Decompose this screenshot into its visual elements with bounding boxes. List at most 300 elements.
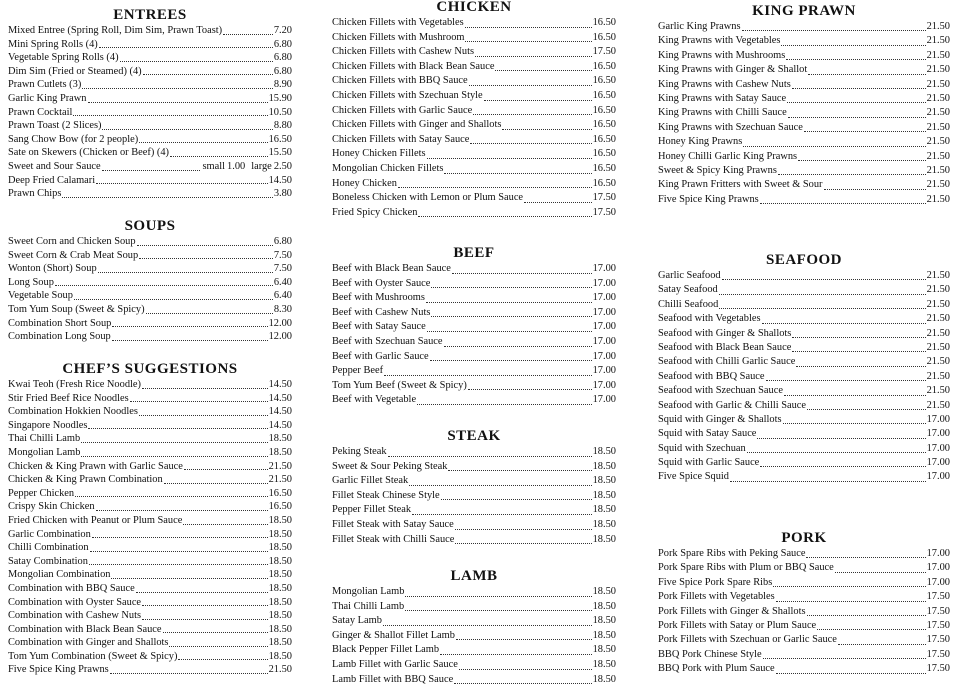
item-name: Satay Lamb — [332, 615, 382, 627]
beef-item — [332, 277, 616, 292]
entrees-item — [8, 146, 292, 160]
seafood-section — [658, 251, 950, 485]
item-price: 21.50 — [268, 474, 292, 486]
item-price: 6.80 — [273, 65, 292, 77]
dot-leader — [807, 615, 926, 616]
item-price: 14.50 — [268, 174, 292, 186]
item-name: Chicken & King Prawn with Garlic Sauce — [8, 460, 183, 472]
pork-item — [658, 633, 950, 647]
item-price: 18.50 — [592, 644, 616, 656]
item-price: 17.00 — [926, 442, 950, 454]
dot-leader — [804, 131, 926, 132]
chicken-item — [332, 118, 616, 133]
dot-leader — [75, 496, 268, 497]
item-name: Wonton (Short) Soup — [8, 263, 97, 275]
king-prawn-item — [658, 150, 950, 164]
item-price: 17.00 — [926, 457, 950, 469]
king-prawn-item — [658, 121, 950, 135]
soups-item — [8, 249, 292, 263]
item-price: 16.50 — [268, 487, 292, 499]
item-name: Mixed Entree (Spring Roll, Dim Sim, Prawn Toast) — [8, 25, 223, 36]
item-price: 17.00 — [926, 413, 950, 425]
item-price: 16.50 — [592, 133, 616, 145]
lamb-item — [332, 658, 616, 673]
entrees-item — [8, 119, 292, 133]
steak-item — [332, 533, 616, 548]
pork-item — [658, 648, 950, 662]
chicken-item — [332, 74, 616, 89]
chefs-item — [8, 623, 292, 637]
item-price: 21.50 — [926, 92, 950, 104]
item-name: Combination Long Soup — [8, 331, 111, 343]
soups-list — [8, 235, 292, 344]
item-price: 18.50 — [592, 658, 616, 670]
dot-leader — [142, 619, 268, 620]
item-name: Mini Spring Rolls (4) — [8, 38, 98, 50]
item-price: 21.50 — [926, 399, 950, 411]
item-price: 21.50 — [926, 385, 950, 397]
entrees-item — [8, 24, 292, 38]
dot-leader — [384, 375, 592, 376]
item-name: Honey Chilli Garlic King Prawns — [658, 150, 798, 162]
dot-leader — [99, 47, 273, 48]
lamb-heading: LAMB — [450, 568, 498, 584]
soups-item — [8, 289, 292, 303]
dot-leader — [139, 415, 268, 416]
king-prawn-item — [658, 193, 950, 207]
item-name: Chicken Fillets with Cashew Nuts — [332, 46, 474, 58]
item-name: Ginger & Shallot Fillet Lamb — [332, 629, 455, 641]
item-price: 21.50 — [926, 298, 950, 310]
dot-leader — [73, 115, 267, 116]
dot-leader — [792, 88, 926, 89]
pork-item — [658, 662, 950, 676]
chicken-item — [332, 60, 616, 75]
item-name: Long Soup — [8, 276, 54, 288]
chicken-list — [332, 16, 616, 220]
chefs-item — [8, 663, 292, 677]
chefs-item — [8, 405, 292, 419]
item-name: Dim Sim (Fried or Steamed) (4) — [8, 65, 142, 77]
dot-leader — [465, 41, 591, 42]
item-name: Combination with Ginger and Shallots — [8, 637, 169, 649]
dot-leader — [444, 346, 592, 347]
entrees-item — [8, 174, 292, 188]
item-name: Chicken Fillets with Vegetables — [332, 17, 464, 28]
pork-list — [658, 547, 950, 677]
chefs-item — [8, 446, 292, 460]
dot-leader — [484, 100, 592, 101]
item-price: 16.50 — [592, 89, 616, 101]
chefs-item — [8, 528, 292, 542]
item-price: 21.50 — [926, 150, 950, 162]
item-name: Beef with Garlic Sauce — [332, 350, 429, 362]
item-price: 21.50 — [926, 341, 950, 353]
pork-item — [658, 547, 950, 561]
item-price: 18.50 — [592, 504, 616, 516]
entrees-heading: ENTREES — [113, 7, 187, 23]
item-name: Pork Fillets with Szechuan or Garlic Sauce — [658, 634, 837, 646]
item-name: Five Spice King Prawns — [658, 193, 759, 205]
item-name: Garlic King Prawns — [658, 21, 741, 32]
dot-leader — [431, 287, 591, 288]
item-price: 17.50 — [926, 605, 950, 617]
dot-leader — [788, 117, 926, 118]
item-price: 18.50 — [268, 514, 292, 526]
item-price: 18.50 — [268, 610, 292, 622]
dot-leader — [524, 202, 592, 203]
item-price: 18.50 — [268, 650, 292, 662]
item-name: Lamb Fillet with Garlic Sauce — [332, 658, 458, 670]
item-price: 6.80 — [273, 236, 292, 247]
dot-leader — [88, 102, 268, 103]
seafood-list — [658, 269, 950, 485]
beef-item — [332, 350, 616, 365]
pork-item — [658, 619, 950, 633]
chicken-item — [332, 133, 616, 148]
dot-leader — [102, 129, 272, 130]
item-name: Chilli Seafood — [658, 298, 719, 310]
item-name: Beef with Satay Sauce — [332, 321, 426, 333]
item-name: Chilli Combination — [8, 542, 89, 554]
item-name: Pepper Beef — [332, 365, 384, 377]
item-price: 17.00 — [926, 562, 950, 574]
chefs-item — [8, 500, 292, 514]
dot-leader — [112, 340, 268, 341]
item-name: Sweet Corn and Chicken Soup — [8, 236, 136, 247]
item-name: Prawn Cocktail — [8, 106, 73, 118]
item-name: Seafood with Garlic & Chilli Sauce — [658, 399, 807, 411]
item-price: 18.50 — [268, 528, 292, 540]
seafood-item — [658, 413, 950, 427]
dot-leader — [792, 337, 925, 338]
beef-item — [332, 335, 616, 350]
soups-heading: SOUPS — [124, 218, 176, 234]
soups-item — [8, 330, 292, 344]
item-name: Fried Spicy Chicken — [332, 206, 418, 218]
dot-leader — [776, 673, 926, 674]
dot-leader — [388, 456, 592, 457]
item-name: Crispy Skin Chicken — [8, 501, 95, 513]
item-price: 17.00 — [592, 263, 616, 274]
chicken-item — [332, 31, 616, 46]
item-price: 18.50 — [592, 533, 616, 545]
dot-leader — [502, 129, 591, 130]
item-price: 7.50 — [273, 263, 292, 275]
dot-leader — [762, 323, 926, 324]
item-name: Seafood with Chilli Garlic Sauce — [658, 356, 796, 368]
steak-item — [332, 474, 616, 489]
item-price: 8.80 — [273, 120, 292, 132]
entrees-item — [8, 65, 292, 79]
pork-item — [658, 576, 950, 590]
chefs-item — [8, 541, 292, 555]
steak-item — [332, 503, 616, 518]
item-price: 18.50 — [592, 446, 616, 457]
dot-leader — [130, 401, 268, 402]
dot-leader — [747, 452, 926, 453]
item-name: Honey King Prawns — [658, 136, 743, 148]
chicken-item — [332, 191, 616, 206]
item-price: 17.50 — [926, 663, 950, 675]
dot-leader — [454, 683, 591, 684]
chefs-item — [8, 514, 292, 528]
entrees-item — [8, 106, 292, 120]
item-price: 18.50 — [592, 460, 616, 472]
dot-leader — [383, 625, 592, 626]
item-name: King Prawns with Ginger & Shallot — [658, 64, 808, 76]
item-name: King Prawn Fritters with Sweet & Sour — [658, 179, 823, 191]
item-name: Five Spice Pork Spare Ribs — [658, 576, 773, 588]
entrees-item — [8, 38, 292, 52]
item-name: Beef with Szechuan Sauce — [332, 335, 443, 347]
item-price: 6.40 — [273, 290, 292, 302]
lamb-list — [332, 585, 616, 687]
beef-item — [332, 306, 616, 321]
item-price: 12.00 — [268, 317, 292, 329]
dot-leader — [448, 470, 591, 471]
king-prawn-item — [658, 106, 950, 120]
item-name: Honey Chicken Fillets — [332, 148, 426, 160]
item-name: Combination Short Soup — [8, 317, 112, 329]
dot-leader — [120, 61, 273, 62]
entrees-item — [8, 187, 292, 201]
item-price: 14.50 — [268, 419, 292, 431]
item-name: Pepper Fillet Steak — [332, 504, 412, 516]
seafood-item — [658, 399, 950, 413]
item-name: Tom Yum Combination (Sweet & Spicy) — [8, 650, 178, 662]
dot-leader — [722, 279, 926, 280]
item-price: 21.50 — [926, 164, 950, 176]
item-name: Mongolian Combination — [8, 569, 111, 581]
item-name: Fillet Steak with Chilli Sauce — [332, 533, 455, 545]
beef-heading: BEEF — [453, 245, 495, 261]
item-price: 17.50 — [926, 619, 950, 631]
item-name: Thai Chilli Lamb — [332, 600, 405, 612]
item-price: 18.50 — [592, 673, 616, 685]
dot-leader — [427, 331, 592, 332]
dot-leader — [426, 302, 592, 303]
chefs-item — [8, 650, 292, 664]
item-price: 16.50 — [268, 133, 292, 145]
seafood-item — [658, 341, 950, 355]
dot-leader — [455, 529, 592, 530]
chicken-item — [332, 16, 616, 31]
item-price: 14.50 — [268, 379, 292, 390]
item-price: 17.00 — [592, 379, 616, 391]
lamb-item — [332, 614, 616, 629]
lamb-item — [332, 585, 616, 600]
item-name: Black Pepper Fillet Lamb — [332, 644, 440, 656]
pork-item — [658, 605, 950, 619]
item-price: 17.00 — [592, 277, 616, 289]
item-price: 17.50 — [592, 46, 616, 58]
dot-leader — [806, 557, 925, 558]
steak-section — [332, 427, 616, 547]
chicken-item — [332, 89, 616, 104]
soups-item — [8, 317, 292, 331]
item-name: Chicken Fillets with BBQ Sauce — [332, 75, 468, 87]
item-name: Pork Fillets with Satay or Plum Sauce — [658, 619, 817, 631]
seafood-item — [658, 269, 950, 283]
item-price: 15.50 — [268, 147, 292, 159]
dot-leader — [781, 45, 925, 46]
soups-item — [8, 235, 292, 249]
item-price: 17.00 — [592, 394, 616, 406]
soups-item — [8, 262, 292, 276]
king-prawn-item — [658, 34, 950, 48]
dot-leader — [184, 469, 268, 470]
lamb-item — [332, 673, 616, 688]
item-name: Beef with Vegetable — [332, 394, 417, 406]
item-name: Sweet & Spicy King Prawns — [658, 164, 777, 176]
dot-leader — [444, 173, 591, 174]
item-price: 17.50 — [926, 634, 950, 646]
item-price: 21.50 — [926, 64, 950, 76]
item-price: 3.80 — [273, 188, 292, 200]
dot-leader — [412, 514, 592, 515]
item-name: Sang Chow Bow (for 2 people) — [8, 133, 139, 145]
item-price: 15.90 — [268, 92, 292, 104]
item-name: Pork Fillets with Vegetables — [658, 591, 775, 603]
king-prawn-section — [658, 2, 950, 207]
seafood-item — [658, 427, 950, 441]
item-price: 18.50 — [268, 446, 292, 458]
item-price: 18.50 — [592, 629, 616, 641]
item-name: King Prawns with Mushrooms — [658, 49, 786, 61]
dot-leader — [778, 174, 926, 175]
chefs-item — [8, 487, 292, 501]
item-name: Combination with Cashew Nuts — [8, 610, 142, 622]
item-price: 6.40 — [273, 276, 292, 288]
item-price: 17.00 — [926, 576, 950, 588]
item-price: 17.50 — [592, 192, 616, 204]
item-price: 17.00 — [592, 292, 616, 304]
dot-leader — [763, 658, 926, 659]
item-name: Tom Yum Soup (Sweet & Spicy) — [8, 303, 145, 315]
item-price: 21.50 — [926, 284, 950, 296]
dot-leader — [146, 313, 273, 314]
item-name: Seafood with Black Bean Sauce — [658, 341, 792, 353]
entree-item-sweet-sour: Sweet and Sour Sauce small 1.00 large 2.50 — [8, 160, 292, 172]
item-price: 17.00 — [592, 350, 616, 362]
item-price: 17.00 — [592, 306, 616, 318]
dot-leader — [405, 596, 591, 597]
beef-item — [332, 320, 616, 335]
item-name: Mongolian Chicken Fillets — [332, 162, 444, 174]
soups-item — [8, 303, 292, 317]
steak-item — [332, 489, 616, 504]
item-name: Five Spice King Prawns — [8, 664, 109, 676]
item-name: King Prawns with Szechuan Sauce — [658, 121, 803, 133]
item-name: Squid with Ginger & Shallots — [658, 413, 782, 425]
dot-leader — [62, 197, 272, 198]
dot-leader — [142, 388, 268, 389]
item-name: Beef with Mushrooms — [332, 292, 425, 304]
item-name: King Prawns with Chilli Sauce — [658, 107, 787, 119]
dot-leader — [766, 380, 926, 381]
seafood-item — [658, 456, 950, 470]
lamb-item — [332, 643, 616, 658]
item-name: Boneless Chicken with Lemon or Plum Sauce — [332, 192, 524, 204]
item-price: 18.50 — [592, 489, 616, 501]
dot-leader — [55, 285, 273, 286]
item-price: 21.50 — [926, 270, 950, 281]
chefs-item — [8, 555, 292, 569]
dot-leader — [139, 258, 273, 259]
item-name: Seafood with BBQ Sauce — [658, 370, 765, 382]
item-name: Deep Fried Calamari — [8, 174, 96, 186]
dot-leader — [456, 639, 592, 640]
item-name: BBQ Pork Chinese Style — [658, 648, 762, 660]
item-name: Pork Fillets with Ginger & Shallots — [658, 605, 806, 617]
dot-leader — [398, 187, 592, 188]
king-prawn-item — [658, 135, 950, 149]
dot-leader — [112, 326, 267, 327]
chefs-item — [8, 460, 292, 474]
item-price: 14.50 — [268, 406, 292, 418]
dot-leader — [473, 114, 591, 115]
item-name: Beef with Oyster Sauce — [332, 277, 431, 289]
item-price: 10.50 — [268, 106, 292, 118]
seafood-item — [658, 384, 950, 398]
item-name: Pepper Chicken — [8, 487, 75, 499]
item-name: Five Spice Squid — [658, 471, 730, 483]
dot-leader — [88, 428, 267, 429]
king-prawn-list — [658, 20, 950, 207]
item-name: Chicken & King Prawn Combination — [8, 474, 163, 486]
seafood-item — [658, 327, 950, 341]
chefs-item — [8, 392, 292, 406]
dot-leader — [163, 632, 268, 633]
seafood-item — [658, 298, 950, 312]
item-price: 16.50 — [592, 31, 616, 43]
item-price: 12.00 — [268, 331, 292, 343]
item-name: Fried Chicken with Peanut or Plum Sauce — [8, 514, 183, 526]
seafood-heading: SEAFOOD — [765, 252, 842, 268]
item-price: 17.50 — [926, 648, 950, 660]
item-price: 16.50 — [592, 119, 616, 131]
item-price: 8.30 — [273, 303, 292, 315]
dot-leader — [743, 146, 925, 147]
item-name: Singapore Noodles — [8, 419, 88, 431]
lamb-item — [332, 629, 616, 644]
item-price: 17.00 — [926, 471, 950, 483]
item-name: Prawn Toast (2 Slices) — [8, 120, 102, 132]
dot-leader — [784, 395, 926, 396]
item-name: Garlic King Prawn — [8, 92, 87, 104]
item-name: Garlic Fillet Steak — [332, 475, 409, 487]
item-name: Fillet Steak with Satay Sauce — [332, 518, 454, 530]
steak-item — [332, 518, 616, 533]
item-name: Pork Spare Ribs with Plum or BBQ Sauce — [658, 562, 834, 574]
pork-item — [658, 590, 950, 604]
dot-leader — [773, 586, 925, 587]
item-price: 21.50 — [926, 179, 950, 191]
item-price: 17.00 — [592, 321, 616, 333]
item-price: 21.50 — [926, 21, 950, 32]
chicken-item — [332, 147, 616, 162]
item-price: 21.50 — [268, 460, 292, 472]
item-name: Sweet Corn & Crab Meat Soup — [8, 249, 139, 261]
item-price: 21.50 — [926, 136, 950, 148]
item-name: King Prawns with Vegetables — [658, 35, 781, 47]
king-prawn-heading: KING PRAWN — [752, 3, 856, 19]
item-name: Beef with Cashew Nuts — [332, 306, 431, 318]
chicken-item — [332, 177, 616, 192]
pork-heading: PORK — [781, 530, 827, 546]
dot-leader — [164, 483, 268, 484]
